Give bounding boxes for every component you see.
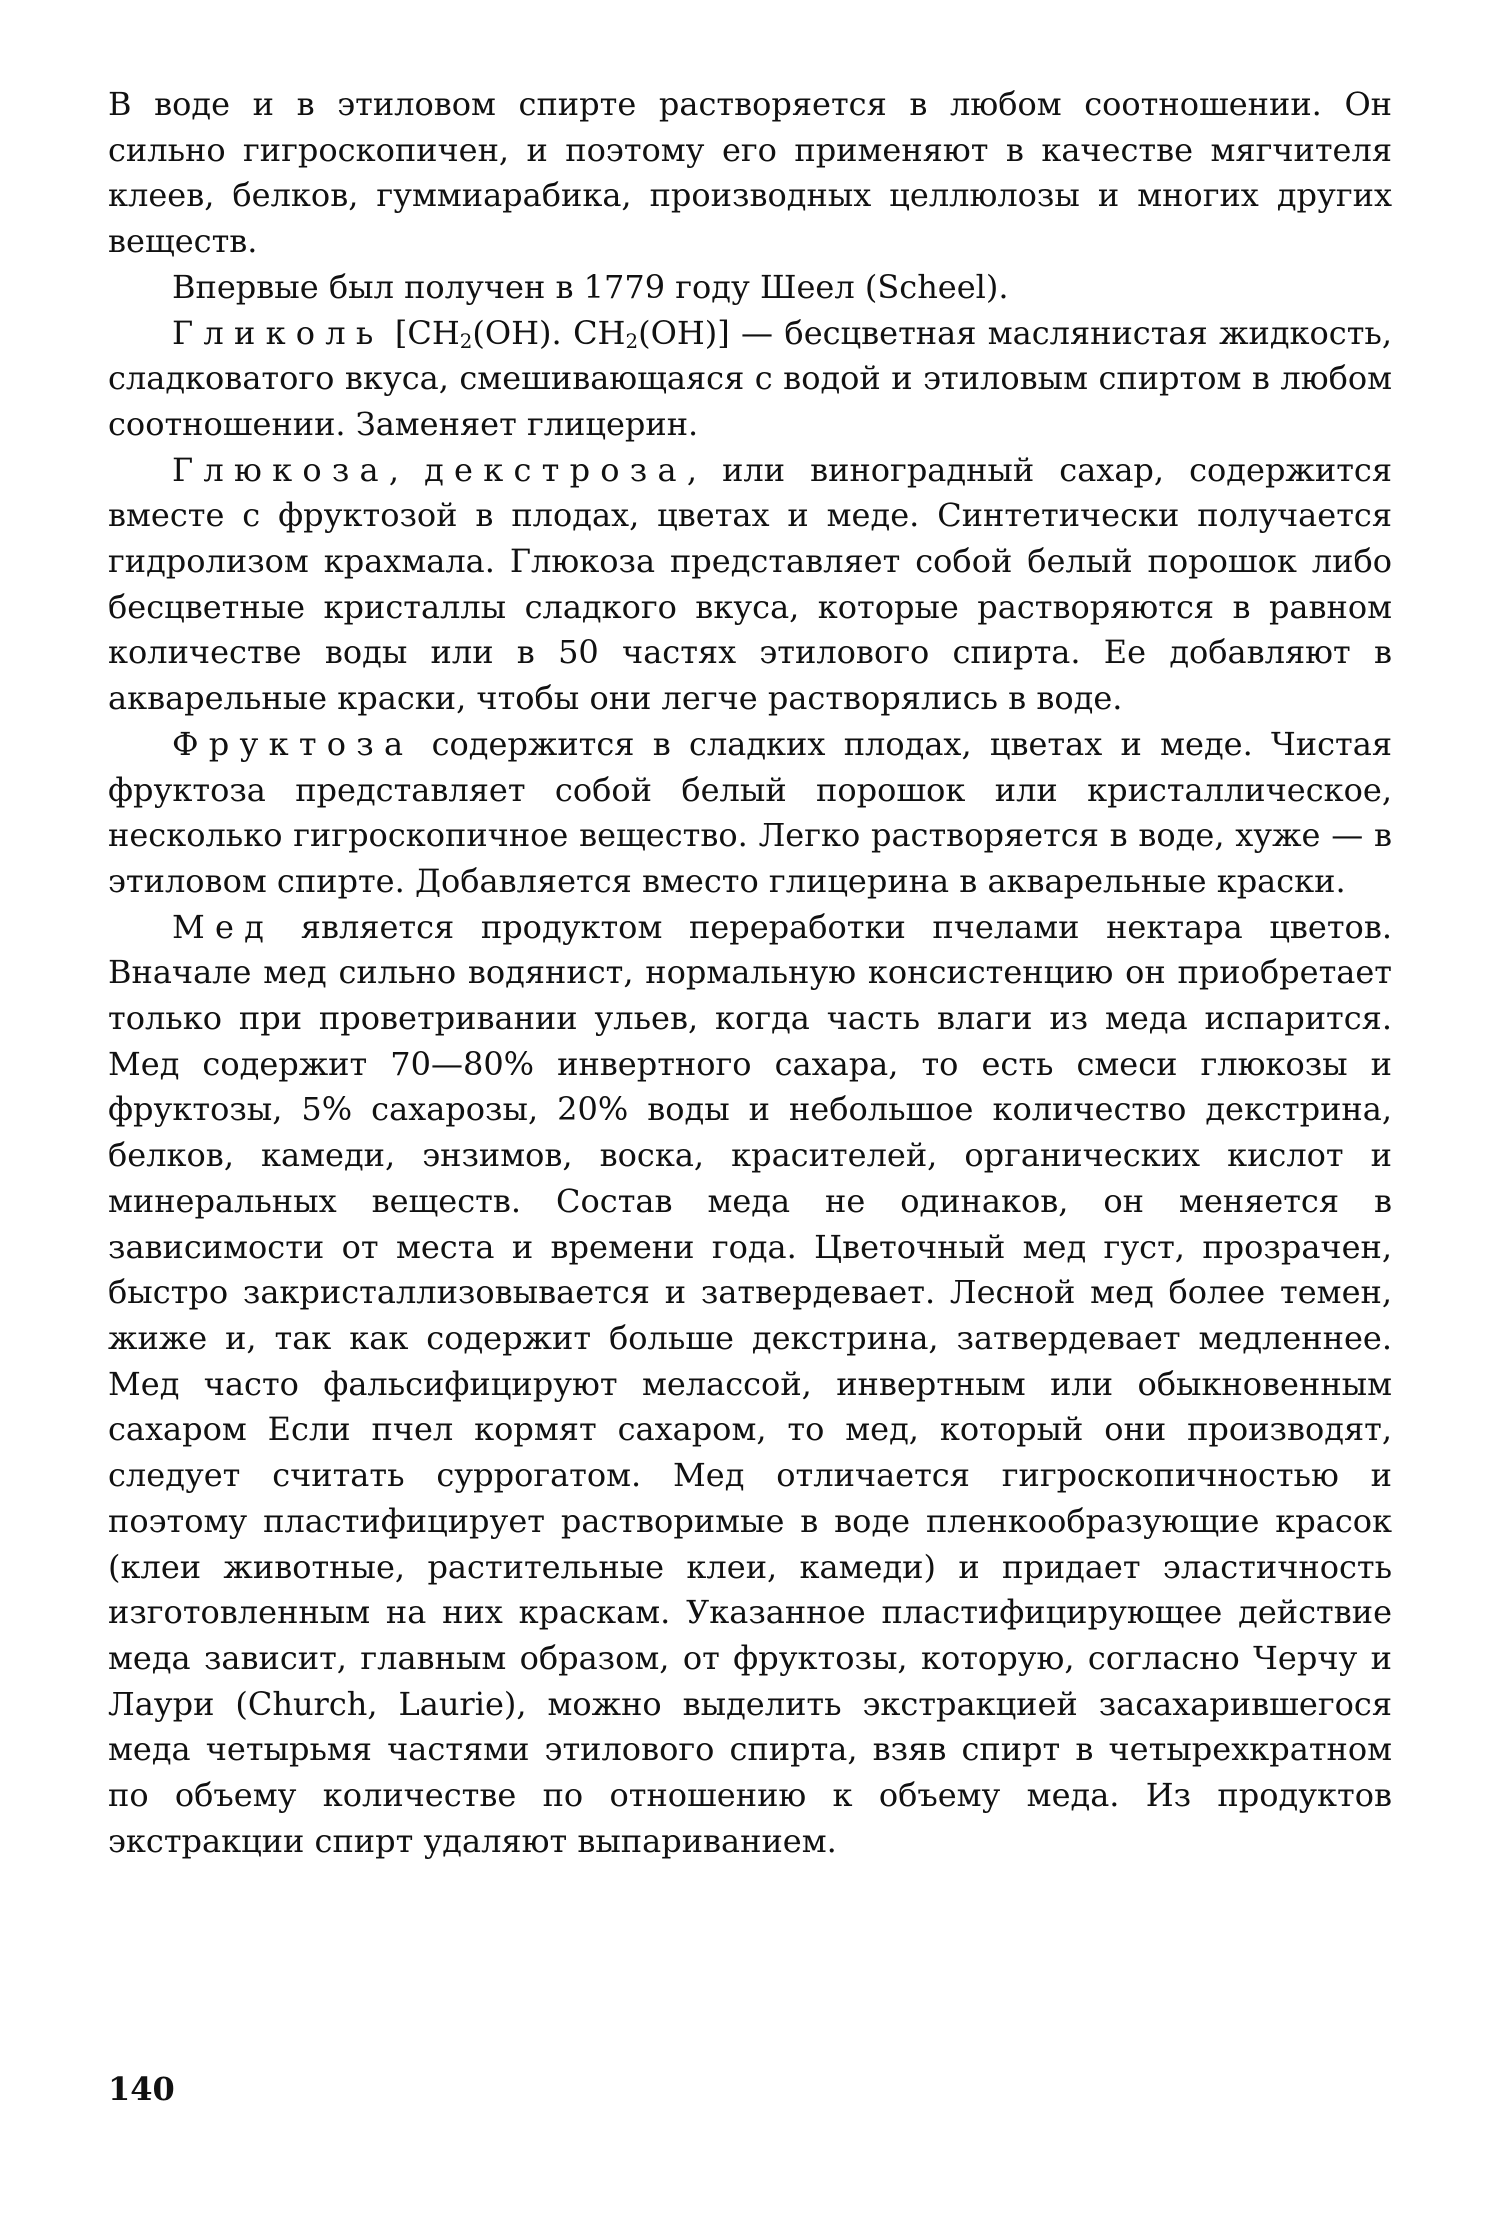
- formula-part: (OH). CH: [472, 313, 626, 352]
- term-glucose: Глюкоза: [172, 450, 389, 489]
- term-glycol: Гликоль: [172, 313, 384, 352]
- formula-subscript: 2: [459, 330, 473, 354]
- term-honey: Мед: [172, 907, 275, 946]
- paragraph-text: содержится в сладких плодах, цветах и меде. Чистая фруктоза представляет собой белый порошок или кристаллическое, несколько гигроскопичное вещество. Легко растворяется в воде, хуже — в этиловом спирте. Добавляется вместо глицерина в акварельные краски.: [108, 724, 1392, 900]
- body-text: [108, 82, 1392, 1864]
- paragraph-text: — бесцветная маслянистая жидкость, сладковатого вкуса, смешивающаяся с водой и этиловым спиртом в любом соотношении. Заменяет глицерин.: [108, 313, 1393, 443]
- glycol-formula: [395, 314, 730, 352]
- paragraph-glucose: [108, 448, 1392, 722]
- term-dextrose: декстроза: [424, 450, 687, 489]
- paragraph-text: является продуктом переработки пчелами нектара цветов. Вначале мед сильно водянист, нормальную консистенцию он приобретает только при проветривании ульев, когда часть влаги из меда испарится. Мед содержит 70—80% инвертного сахара, то есть смеси глюкозы и фруктозы, 5% сахарозы, 20% воды и небольшое количество декстрина, белков, камеди, энзимов, воска, красителей, органических кислот и минеральных веществ. Состав меда не одинаков, он меняется в зависимости от места и времени года. Цветочный мед густ, прозрачен, быстро закристаллизовывается и затвердевает. Лесной мед более темен, жиже и, так как содержит больше декстрина, затвердевает медленнее. Мед часто фальсифицируют мелассой, инвертным или обыкновенным сахаром Если пчел кормят сахаром, то мед, который они производят, следует считать суррогатом. Мед отличается гигроскопичностью и поэтому пластифицирует растворимые в воде пленкообразующие красок (клеи животные, растительные клеи, камеди) и придает эластичность изготовленным на них краскам. Указанное пластифицирующее действие меда зависит, главным образом, от фруктозы, которую, согласно Черчу и Лаури (Church, Laurie), можно выделить экстракцией засахарившегося меда четырьмя частями этилового спирта, взяв спирт в четырехкратном по объему количестве по отношению к объему меда. Из продуктов экстракции спирт удаляют выпариванием.: [108, 907, 1392, 1860]
- paragraph-honey: [108, 905, 1392, 1865]
- paragraph-first-obtained: [108, 265, 1392, 311]
- paragraph-text: В воде и в этиловом спирте растворяется в любом соотношении. Он сильно гигроскопичен, и поэтому его применяют в качестве мягчителя клеев, белков, гуммиарабика, производных целлюлозы и многих других веществ.: [108, 85, 1392, 261]
- paragraph-text: , или виноградный сахар, содержится вместе с фруктозой в плодах, цветах и меде. Синтетически получается гидролизом крахмала. Глюкоза представляет собой белый порошок либо бесцветные кристаллы сладкого вкуса, которые растворяются в равном количестве воды или в 50 частях этилового спирта. Ее добавляют в акварельные краски, чтобы они легче растворялись в воде.: [108, 450, 1393, 718]
- page-number: 140: [108, 2070, 175, 2108]
- formula-part: [CH: [394, 313, 460, 352]
- paragraph-text: Впервые был получен в 1779 году Шеел (Scheel).: [172, 267, 1009, 306]
- term-separator: ,: [388, 450, 425, 489]
- paragraph-fructose: [108, 722, 1392, 905]
- formula-part: (OH)]: [638, 313, 730, 352]
- formula-subscript: 2: [625, 330, 639, 354]
- term-fructose: Фруктоза: [172, 724, 414, 763]
- paragraph-glycol: [108, 311, 1392, 448]
- paragraph-solubility-continuation: [108, 82, 1392, 265]
